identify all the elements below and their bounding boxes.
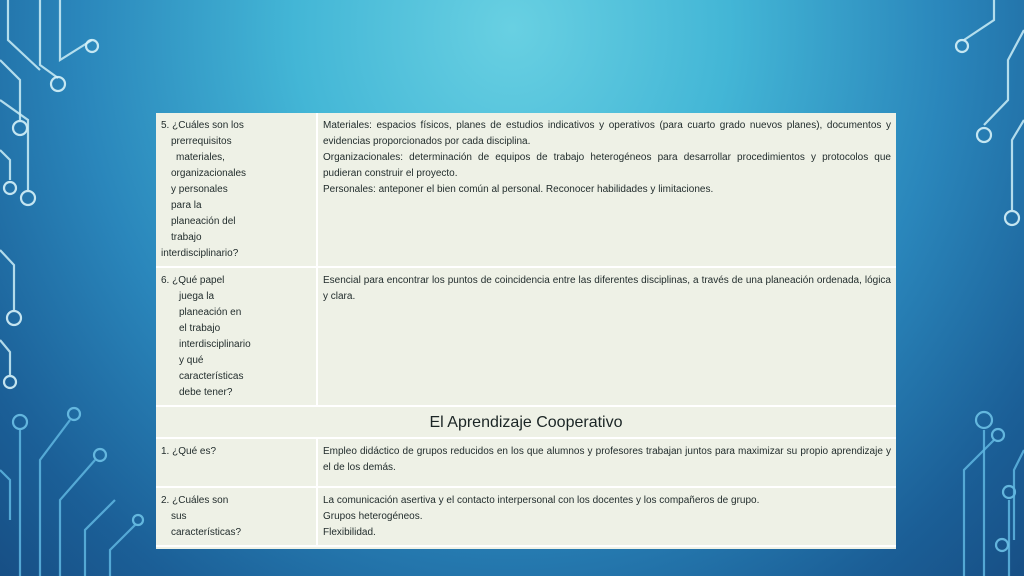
question-line: planeación del	[171, 216, 236, 227]
answer-paragraph: Organizacionales: determinación de equipos de trabajo heterogéneos para desarrollar procedimientos y protocolos que pudieran construir el proyecto.	[323, 152, 891, 179]
answer-paragraph: Personales: anteponer el bien común al personal. Reconocer habilidades y limitaciones.	[323, 184, 714, 195]
question-line: y qué	[179, 355, 204, 366]
question-line: organizacionales	[171, 168, 247, 179]
question-line: características	[179, 371, 244, 382]
question-line: juega la	[179, 291, 215, 302]
table-row	[156, 438, 896, 487]
table-row	[156, 487, 896, 546]
question-line: y personales	[171, 184, 228, 195]
answer-cell	[317, 438, 896, 487]
question-line: trabajo	[171, 232, 202, 243]
answer-paragraph: Materiales: espacios físicos, planes de estudios indicativos y operativos (para cuarto grado nuevos planes), documentos y evidencias proporcionados por cada disciplina.	[323, 120, 891, 147]
question-line: el trabajo	[179, 323, 221, 334]
section-title: El Aprendizaje Cooperativo	[156, 406, 896, 438]
question-line: 5. ¿Cuáles son los	[161, 120, 244, 131]
question-line: interdisciplinario?	[161, 248, 239, 259]
answer-paragraph: Esencial para encontrar los puntos de coincidencia entre las diferentes disciplinas, a través de una planeación ordenada, lógica y clara.	[323, 275, 891, 302]
question-line: sus	[171, 511, 187, 522]
answer-cell	[317, 487, 896, 546]
section-row	[156, 406, 896, 438]
question-line: planeación en	[179, 307, 242, 318]
answer-paragraph: Empleo didáctico de grupos reducidos en los que alumnos y profesores trabajan juntos para maximizar su propio aprendizaje y el de los demás.	[323, 446, 891, 473]
question-line: 2. ¿Cuáles son	[161, 495, 229, 506]
question-line: para la	[171, 200, 202, 211]
question-line: debe tener?	[179, 387, 233, 398]
table-row	[156, 113, 896, 267]
circuit-decoration-bottom-right	[954, 0, 1024, 576]
question-cell	[156, 438, 317, 487]
question-line: características?	[171, 527, 242, 538]
answer-paragraph: La comunicación asertiva y el contacto interpersonal con los docentes y los compañeros de grupo.	[323, 495, 760, 506]
question-line: interdisciplinario	[179, 339, 251, 350]
question-line: 6. ¿Qué papel	[161, 275, 225, 286]
answer-cell	[317, 113, 896, 267]
answer-cell	[317, 267, 896, 406]
content-table	[156, 113, 896, 549]
question-cell	[156, 267, 317, 406]
circuit-decoration-bottom-left	[0, 0, 150, 576]
answer-paragraph: Flexibilidad.	[323, 527, 376, 538]
answer-paragraph: Grupos heterogéneos.	[323, 511, 423, 522]
question-line: prerrequisitos	[171, 136, 232, 147]
question-line: 1. ¿Qué es?	[161, 446, 217, 457]
table-row	[156, 267, 896, 406]
question-cell	[156, 113, 317, 267]
question-line: materiales,	[176, 152, 225, 163]
question-cell	[156, 487, 317, 546]
